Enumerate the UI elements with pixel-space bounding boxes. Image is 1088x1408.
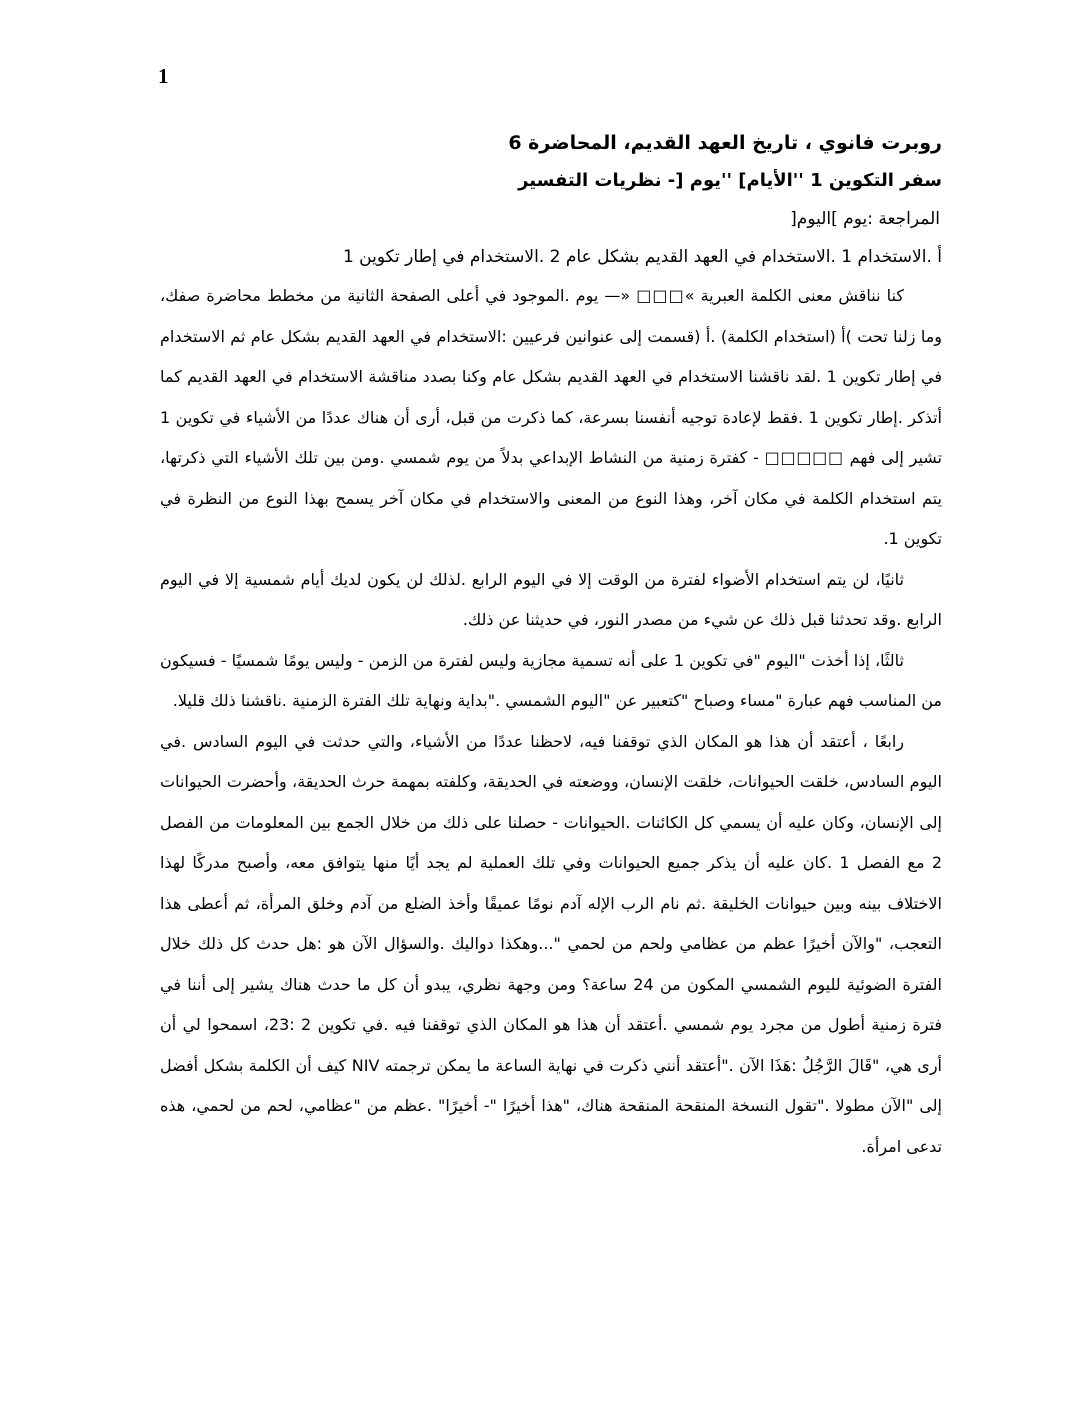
document-title: روبرت فانوي ، تاريخ العهد القديم، المحاضرة 6 [508, 132, 942, 154]
outline-line: أ .الاستخدام 1 .الاستخدام في العهد القديم بشكل عام 2 .الاستخدام في إطار تكوين 1 [342, 247, 942, 267]
page-number: 1 [158, 64, 169, 88]
document-body [160, 124, 942, 1167]
paragraph-intro: كنا نناقش معنى الكلمة العبرية »□□□ «— يوم .الموجود في أعلى الصفحة الثانية من مخطط محاضرة صفك، وما زلنا تحت )أ (استخدام الكلمة) .أ (قسمت إلى عنوانين فرعيين :الاستخدام في العهد القديم بشكل عام ثم الاستخدام في إطار تكوين 1 .لقد ناقشنا الاستخدام في العهد القديم بشكل عام وكنا بصدد مناقشة الاستخدام في العهد القديم كما أتذكر .إطار تكوين 1 .فقط لإعادة توجيه أنفسنا بسرعة، كما ذكرت من قبل، أرى أن هناك عددًا من الأشياء في تكوين 1 تشير إلى فهم □□□□□ - كفترة زمنية من النشاط الإبداعي بدلاً من يوم شمسي .ومن بين تلك الأشياء التي ذكرتها، يتم استخدام الكلمة في مكان آخر، وهذا النوع من المعنى والاستخدام في مكان آخر يسمح بهذا النوع من النظرة في تكوين 1. [160, 286, 943, 548]
review-line: المراجعة :يوم ]اليوم[ [790, 209, 940, 229]
paragraph-second: ثانيًا، لن يتم استخدام الأضواء لفترة من الوقت إلا في اليوم الرابع .لذلك لن يكون لديك أيام شمسية إلا في اليوم الرابع .وقد تحدثنا قبل ذلك عن شيء من مصدر النور، في حديثنا عن ذلك. [160, 569, 942, 629]
document-subtitle: سفر التكوين 1 ''الأيام] ''يوم [- نظريات التفسير [518, 170, 942, 191]
paragraph-third: ثالثًا، إذا أخذت "اليوم "في تكوين 1 على أنه تسمية مجازية وليس لفترة من الزمن - وليس يومًا شمسيًا - فسيكون من المناسب فهم عبارة "مساء وصباح "كتعبير عن "اليوم الشمسي ."بداية ونهاية تلك الفترة الزمنية .ناقشنا ذلك قليلا. [160, 650, 942, 710]
paragraph-fourth: رابعًا ، أعتقد أن هذا هو المكان الذي توقفنا فيه، لاحظنا عددًا من الأشياء، والتي حدثت في اليوم السادس .في اليوم السادس، خلقت الحيوانات، خلقت الإنسان، ووضعته في الحديقة، وكلفته بمهمة حرث الحديقة، وأحضرت الحيوانات إلى الإنسان، وكان عليه أن يسمي كل الكائنات .الحيوانات - حصلنا على ذلك من خلال الجمع بين المعلومات من الفصل 2 مع الفصل 1 .كان عليه أن يذكر جميع الحيوانات وفي تلك العملية لم يجد أيًا منها يتوافق معه، وأصبح مدركًا لهذا الاختلاف بينه وبين حيوانات الخليقة .ثم نام الرب الإله آدم نومًا عميقًا وأخذ الضلع من آدم وخلق المرأة، ثم أعطى هذا التعجب، "والآن أخيرًا عظم من عظامي ولحم من لحمي "...وهكذا دواليك .والسؤال الآن هو :هل حدث كل ذلك خلال الفترة الضوئية لليوم الشمسي المكون من 24 ساعة؟ ومن وجهة نظري، يبدو أن كل ما حدث هناك يشير إلى أننا في فترة زمنية أطول من مجرد يوم شمسي .أعتقد أن هذا هو المكان الذي توقفنا فيه .في تكوين 2 :23، اسمحوا لي أن أرى هي، "قَالَ الرَّجُلُ :هَذَا الآن ."أعتقد أنني ذكرت في نهاية الساعة ما يمكن ترجمته NIV كيف أن الكلمة بشكل أفضل إلى "الآن مطولا ."تقول النسخة المنقحة المنقحة هناك، "هذا أخيرًا "- أخيرًا" .عظم من "عظامي، لحم من لحمي، هذه تدعى امرأة. [160, 731, 943, 1156]
